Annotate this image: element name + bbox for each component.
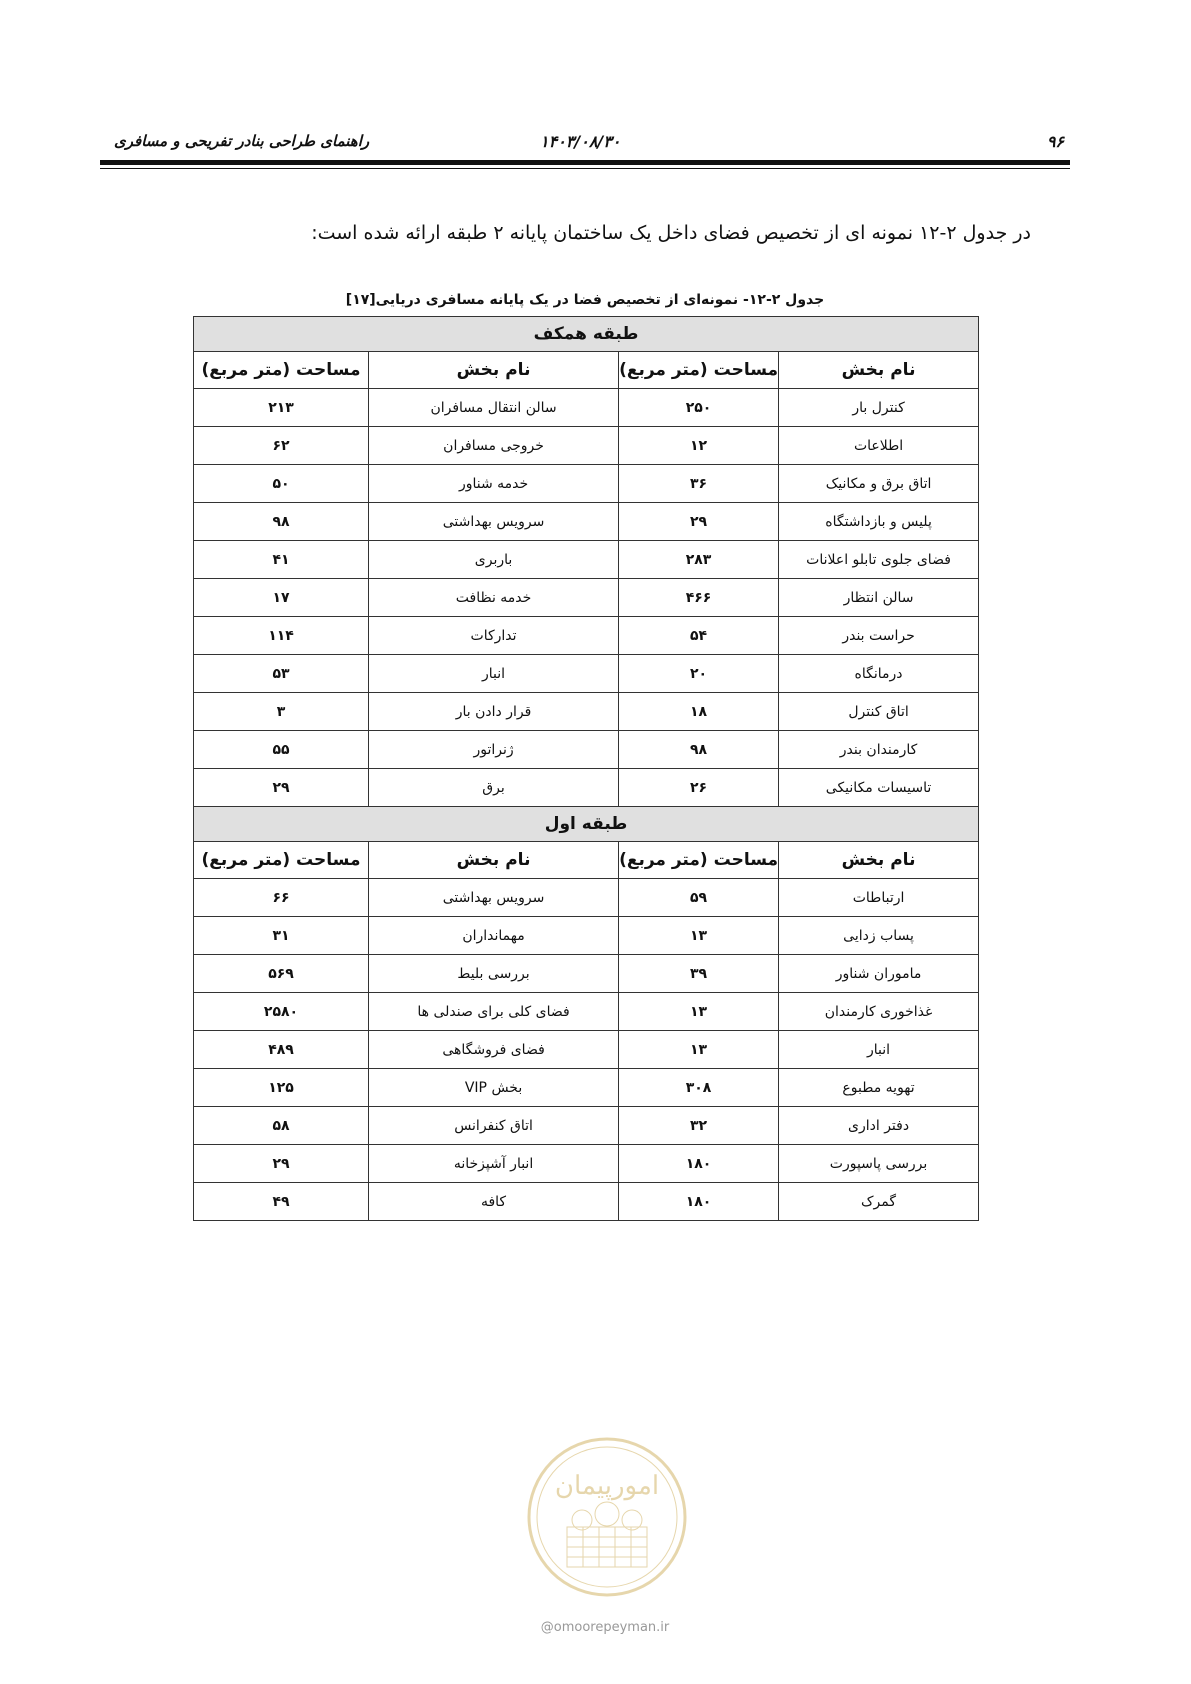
page-number: ۹۶ bbox=[1046, 132, 1064, 151]
section-header-row bbox=[194, 807, 979, 842]
area-cell: ۵۸ bbox=[194, 1107, 369, 1145]
table-row bbox=[194, 541, 979, 579]
section-name-cell: ارتباطات bbox=[779, 879, 979, 917]
area-cell: ۱۷ bbox=[194, 579, 369, 617]
area-cell: ۵۹ bbox=[619, 879, 779, 917]
section-name-cell: کارمندان بندر bbox=[779, 731, 979, 769]
section-name-cell: بررسی بلیط bbox=[369, 955, 619, 993]
section-name-cell: درمانگاه bbox=[779, 655, 979, 693]
column-header-row bbox=[194, 842, 979, 879]
section-name-cell: تدارکات bbox=[369, 617, 619, 655]
section-name-cell: ژنراتور bbox=[369, 731, 619, 769]
area-cell: ۵۶۹ bbox=[194, 955, 369, 993]
area-cell: ۳۶ bbox=[619, 465, 779, 503]
section-name-cell: گمرک bbox=[779, 1183, 979, 1221]
section-name-cell: انبار bbox=[779, 1031, 979, 1069]
table-row bbox=[194, 579, 979, 617]
section-name-cell: انبار آشپزخانه bbox=[369, 1145, 619, 1183]
area-cell: ۱۸۰ bbox=[619, 1145, 779, 1183]
area-cell: ۲۸۳ bbox=[619, 541, 779, 579]
area-cell: ۲۵۸۰ bbox=[194, 993, 369, 1031]
section-name-cell: برق bbox=[369, 769, 619, 807]
area-cell: ۴۶۶ bbox=[619, 579, 779, 617]
table-row bbox=[194, 1145, 979, 1183]
section-name-cell: فضای کلی برای صندلی ها bbox=[369, 993, 619, 1031]
section-name-cell: اتاق کنترل bbox=[779, 693, 979, 731]
area-cell: ۲۶ bbox=[619, 769, 779, 807]
area-cell: ۶۶ bbox=[194, 879, 369, 917]
section-name-cell: فضای فروشگاهی bbox=[369, 1031, 619, 1069]
table-row bbox=[194, 955, 979, 993]
area-cell: ۲۹ bbox=[619, 503, 779, 541]
section-name-cell: پلیس و بازداشتگاه bbox=[779, 503, 979, 541]
section-name-cell: سرویس بهداشتی bbox=[369, 503, 619, 541]
area-cell: ۳۲ bbox=[619, 1107, 779, 1145]
watermark-logo-text: امورپیمان bbox=[554, 1471, 660, 1501]
column-header-area: مساحت (متر مربع) bbox=[194, 842, 369, 879]
table-row bbox=[194, 503, 979, 541]
section-name-cell: کافه bbox=[369, 1183, 619, 1221]
column-header-area: مساحت (متر مربع) bbox=[619, 842, 779, 879]
area-cell: ۱۲۵ bbox=[194, 1069, 369, 1107]
section-name-cell: تهویه مطبوع bbox=[779, 1069, 979, 1107]
table-row bbox=[194, 993, 979, 1031]
section-name-cell: مهمانداران bbox=[369, 917, 619, 955]
section-name-cell: حراست بندر bbox=[779, 617, 979, 655]
table-row bbox=[194, 617, 979, 655]
table-row bbox=[194, 465, 979, 503]
area-cell: ۱۳ bbox=[619, 917, 779, 955]
table-row bbox=[194, 1031, 979, 1069]
table-row bbox=[194, 1183, 979, 1221]
section-name-cell: پساب زدایی bbox=[779, 917, 979, 955]
area-cell: ۲۱۳ bbox=[194, 389, 369, 427]
table-caption: جدول ۲-۱۲- نمونه‌ای از تخصیص فضا در یک پایانه مسافری دریایی[۱۷] bbox=[345, 292, 825, 308]
section-name-cell: سرویس بهداشتی bbox=[369, 879, 619, 917]
area-cell: ۳۰۸ bbox=[619, 1069, 779, 1107]
area-cell: ۳۹ bbox=[619, 955, 779, 993]
area-cell: ۵۵ bbox=[194, 731, 369, 769]
section-name-cell: بررسی پاسپورت bbox=[779, 1145, 979, 1183]
section-name-cell: سالن انتظار bbox=[779, 579, 979, 617]
table-row bbox=[194, 655, 979, 693]
area-cell: ۱۳ bbox=[619, 993, 779, 1031]
area-cell: ۹۸ bbox=[194, 503, 369, 541]
section-name-cell: انبار bbox=[369, 655, 619, 693]
area-cell: ۲۹ bbox=[194, 1145, 369, 1183]
section-name-cell: خروجی مسافران bbox=[369, 427, 619, 465]
section-name-cell: خدمه نظافت bbox=[369, 579, 619, 617]
section-name-cell: اتاق کنفرانس bbox=[369, 1107, 619, 1145]
area-cell: ۱۸ bbox=[619, 693, 779, 731]
section-title: طبقه همکف bbox=[194, 317, 979, 352]
table-row bbox=[194, 731, 979, 769]
area-cell: ۳ bbox=[194, 693, 369, 731]
column-header-name: نام بخش bbox=[779, 842, 979, 879]
area-cell: ۱۱۴ bbox=[194, 617, 369, 655]
table-row bbox=[194, 427, 979, 465]
book-title: راهنمای طراحی بنادر تفریحی و مسافری bbox=[114, 132, 370, 150]
header-date: ۱۴۰۳/۰۸/۳۰ bbox=[540, 132, 621, 151]
header-rule-thin bbox=[100, 168, 1070, 169]
table-row bbox=[194, 879, 979, 917]
space-allocation-table bbox=[193, 316, 979, 1221]
section-name-cell: باربری bbox=[369, 541, 619, 579]
column-header-name: نام بخش bbox=[369, 842, 619, 879]
area-cell: ۴۸۹ bbox=[194, 1031, 369, 1069]
section-name-cell: تاسیسات مکانیکی bbox=[779, 769, 979, 807]
area-cell: ۱۳ bbox=[619, 1031, 779, 1069]
column-header-name: نام بخش bbox=[369, 352, 619, 389]
column-header-area: مساحت (متر مربع) bbox=[619, 352, 779, 389]
section-name-cell: قرار دادن بار bbox=[369, 693, 619, 731]
section-name-cell: اطلاعات bbox=[779, 427, 979, 465]
area-cell: ۲۰ bbox=[619, 655, 779, 693]
table-row bbox=[194, 1107, 979, 1145]
table-row bbox=[194, 1069, 979, 1107]
area-cell: ۵۴ bbox=[619, 617, 779, 655]
section-name-cell: غذاخوری کارمندان bbox=[779, 993, 979, 1031]
section-title: طبقه اول bbox=[194, 807, 979, 842]
section-name-cell: ماموران شناور bbox=[779, 955, 979, 993]
section-name-cell: سالن انتقال مسافران bbox=[369, 389, 619, 427]
column-header-area: مساحت (متر مربع) bbox=[194, 352, 369, 389]
page-header bbox=[100, 124, 1070, 154]
section-name-cell: دفتر اداری bbox=[779, 1107, 979, 1145]
section-name-cell: کنترل بار bbox=[779, 389, 979, 427]
table-row bbox=[194, 917, 979, 955]
section-name-cell: فضای جلوی تابلو اعلانات bbox=[779, 541, 979, 579]
column-header-row bbox=[194, 352, 979, 389]
area-cell: ۴۱ bbox=[194, 541, 369, 579]
section-name-cell: بخش VIP bbox=[369, 1069, 619, 1107]
area-cell: ۲۵۰ bbox=[619, 389, 779, 427]
area-cell: ۶۲ bbox=[194, 427, 369, 465]
area-cell: ۴۹ bbox=[194, 1183, 369, 1221]
area-cell: ۳۱ bbox=[194, 917, 369, 955]
area-cell: ۵۰ bbox=[194, 465, 369, 503]
intro-paragraph: در جدول ۲-۱۲ نمونه ای از تخصیص فضای داخل یک ساختمان پایانه ۲ طبقه ارائه شده است: bbox=[311, 222, 1031, 244]
table-row bbox=[194, 769, 979, 807]
section-header-row bbox=[194, 317, 979, 352]
watermark-url: @omoorepeyman.ir bbox=[540, 1620, 670, 1635]
section-name-cell: خدمه شناور bbox=[369, 465, 619, 503]
area-cell: ۹۸ bbox=[619, 731, 779, 769]
section-name-cell: اتاق برق و مکانیک bbox=[779, 465, 979, 503]
area-cell: ۱۸۰ bbox=[619, 1183, 779, 1221]
area-cell: ۱۲ bbox=[619, 427, 779, 465]
header-rule-thick bbox=[100, 160, 1070, 165]
table-row bbox=[194, 693, 979, 731]
table-row bbox=[194, 389, 979, 427]
column-header-name: نام بخش bbox=[779, 352, 979, 389]
table-body bbox=[194, 317, 979, 1221]
watermark-logo bbox=[522, 1432, 692, 1602]
area-cell: ۲۹ bbox=[194, 769, 369, 807]
area-cell: ۵۳ bbox=[194, 655, 369, 693]
